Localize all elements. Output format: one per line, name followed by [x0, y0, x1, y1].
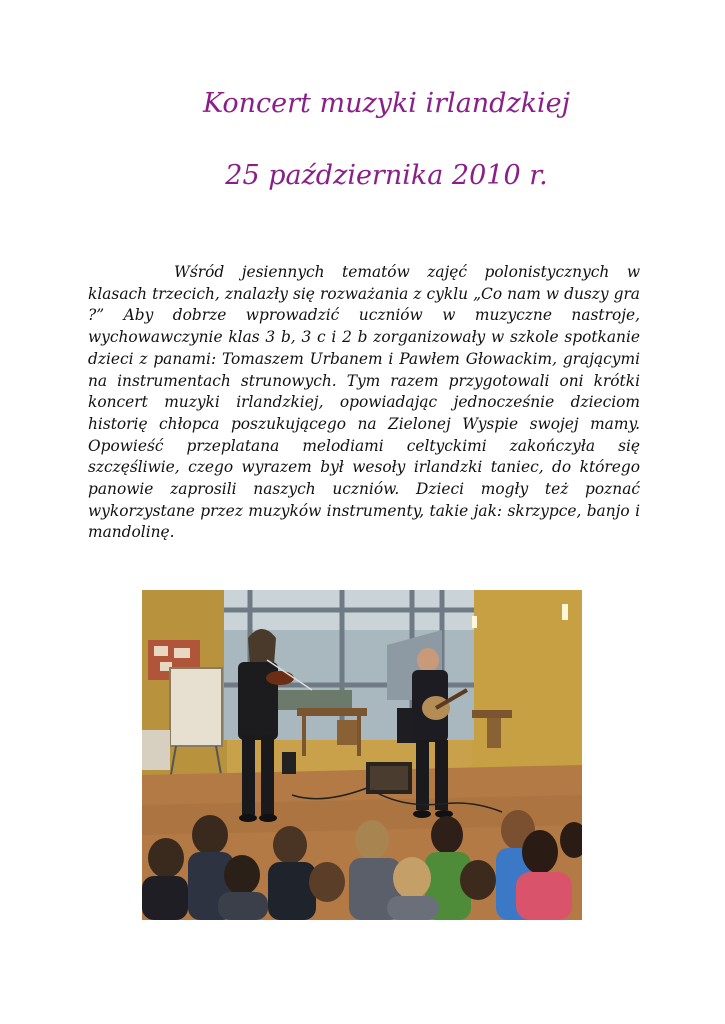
concert-photo: [142, 590, 582, 920]
body-paragraph: Wśród jesiennych tematów zajęć polonistycznych w klasach trzecich, znalazły się rozważania z cyklu „Co nam w duszy gra ?” Aby dobrze wprowadzić uczniów w muzyczne nastroje, wychowawczynie klas 3 b, 3 c i 2 b zorganizowały w szkole spotkanie dzieci z panami: Tomaszem Urbanem i Pawłem Głowackim, grającymi na instrumentach strunowych. Tym razem przygotowali oni krótki koncert muzyki irlandzkiej, opowiadając jednocześnie dzieciom historię chłopca poszukującego na Zielonej Wyspie swojej mamy. Opowieść przeplatana melodiami celtyckimi zakończyła się szczęśliwie, czego wyrazem był wesoły irlandzki taniec, do którego panowie zaprosili naszych uczniów. Dzieci mogły też poznać wykorzystane przez muzyków instrumenty, takie jak: skrzypce, banjo i mandolinę.: [88, 263, 640, 542]
event-date: 25 października 2010 r.: [225, 160, 548, 191]
page-title: Koncert muzyki irlandzkiej: [202, 88, 571, 119]
